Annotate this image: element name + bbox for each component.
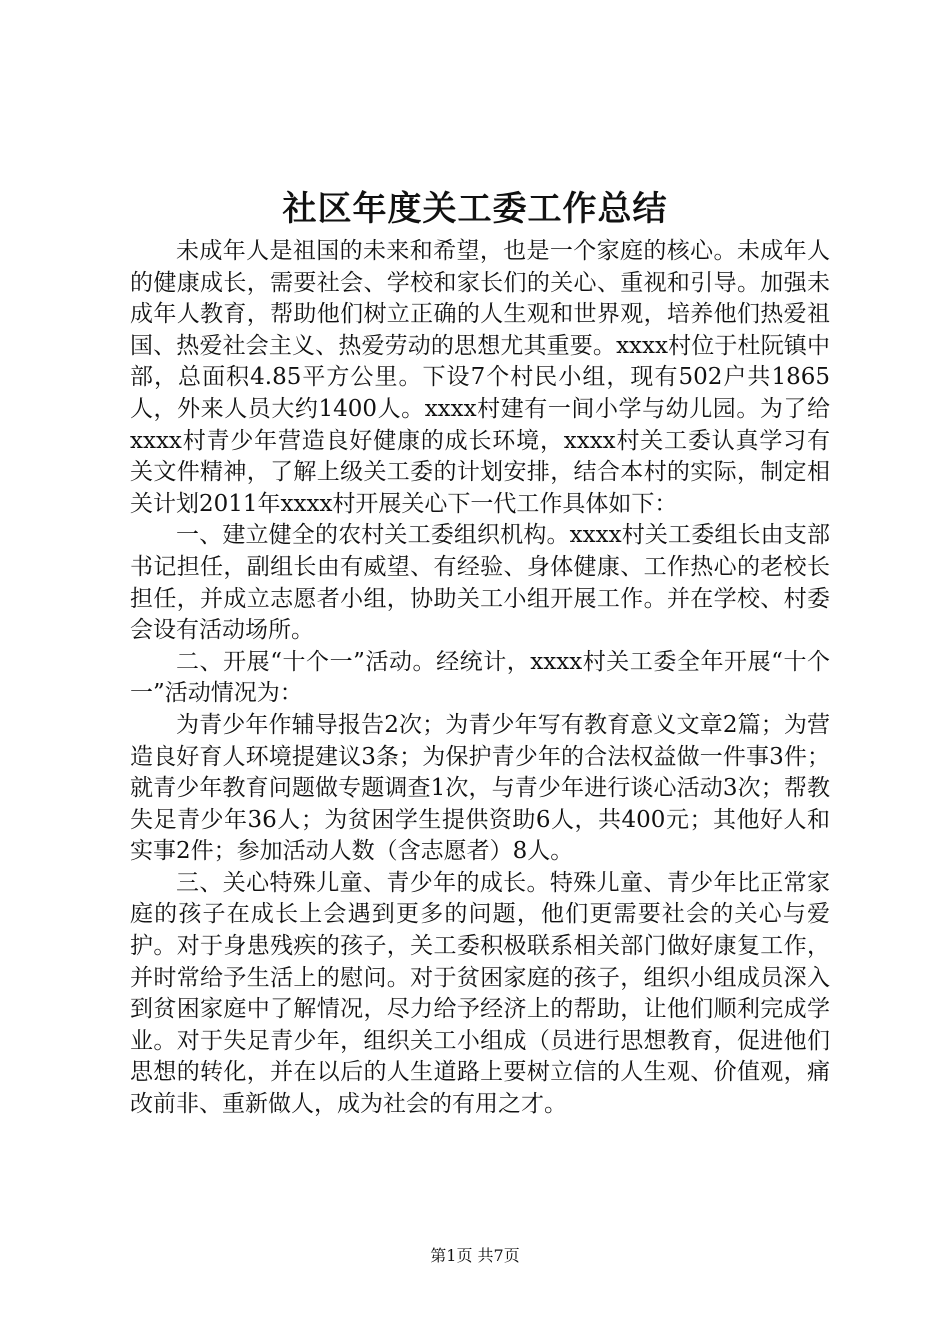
paragraph-activity-details: 为青少年作辅导报告2次；为青少年写有教育意义文章2篇；为营造良好育人环境提建议3条；为保护青少年的合法权益做一件事3件；就青少年教育问题做专题调查1次，与青少年进行谈心活动3次；帮教失足青少年36人；为贫困学生提供资助6人，共400元；其他好人和实事2件；参加活动人数（含志愿者）8人。 bbox=[130, 711, 830, 865]
document-body bbox=[130, 236, 830, 1121]
paragraph-ten-activities: 二、开展“十个一”活动。经统计，xxxx村关工委全年开展“十个一”活动情况为： bbox=[130, 648, 830, 707]
document-title: 社区年度关工委工作总结 bbox=[282, 189, 668, 229]
paragraph-organization: 一、建立健全的农村关工委组织机构。xxxx村关工委组长由支部书记担任，副组长由有威望、有经验、身体健康、工作热心的老校长担任，并成立志愿者小组，协助关工小组开展工作。并在学校、村委会设有活动场所。 bbox=[130, 522, 830, 644]
paragraph-special-children: 三、关心特殊儿童、青少年的成长。特殊儿童、青少年比正常家庭的孩子在成长上会遇到更多的问题，他们更需要社会的关心与爱护。对于身患残疾的孩子，关工委积极联系相关部门做好康复工作，并时常给予生活上的慰问。对于贫困家庭的孩子，组织小组成员深入到贫困家庭中了解情况，尽力给予经济上的帮助，让他们顺利完成学业。对于失足青少年，组织关工小组成（员进行思想教育，促进他们思想的转化，并在以后的人生道路上要树立信的人生观、价值观，痛改前非、重新做人，成为社会的有用之才。 bbox=[130, 869, 830, 1118]
paragraph-intro: 未成年人是祖国的未来和希望，也是一个家庭的核心。未成年人的健康成长，需要社会、学校和家长们的关心、重视和引导。加强未成年人教育，帮助他们树立正确的人生观和世界观，培养他们热爱祖国、热爱社会主义、热爱劳动的思想尤其重要。xxxx村位于杜阮镇中部，总面积4.85平方公里。下设7个村民小组，现有502户共1865人，外来人员大约1400人。xxxx村建有一间小学与幼儿园。为了给xxxx村青少年营造良好健康的成长环境，xxxx村关工委认真学习有关文件精神，了解上级关工委的计划安排，结合本村的实际，制定相关计划2011年xxxx村开展关心下一代工作具体如下： bbox=[130, 238, 830, 517]
page-number-footer: 第1页 共7页 bbox=[430, 1246, 520, 1265]
